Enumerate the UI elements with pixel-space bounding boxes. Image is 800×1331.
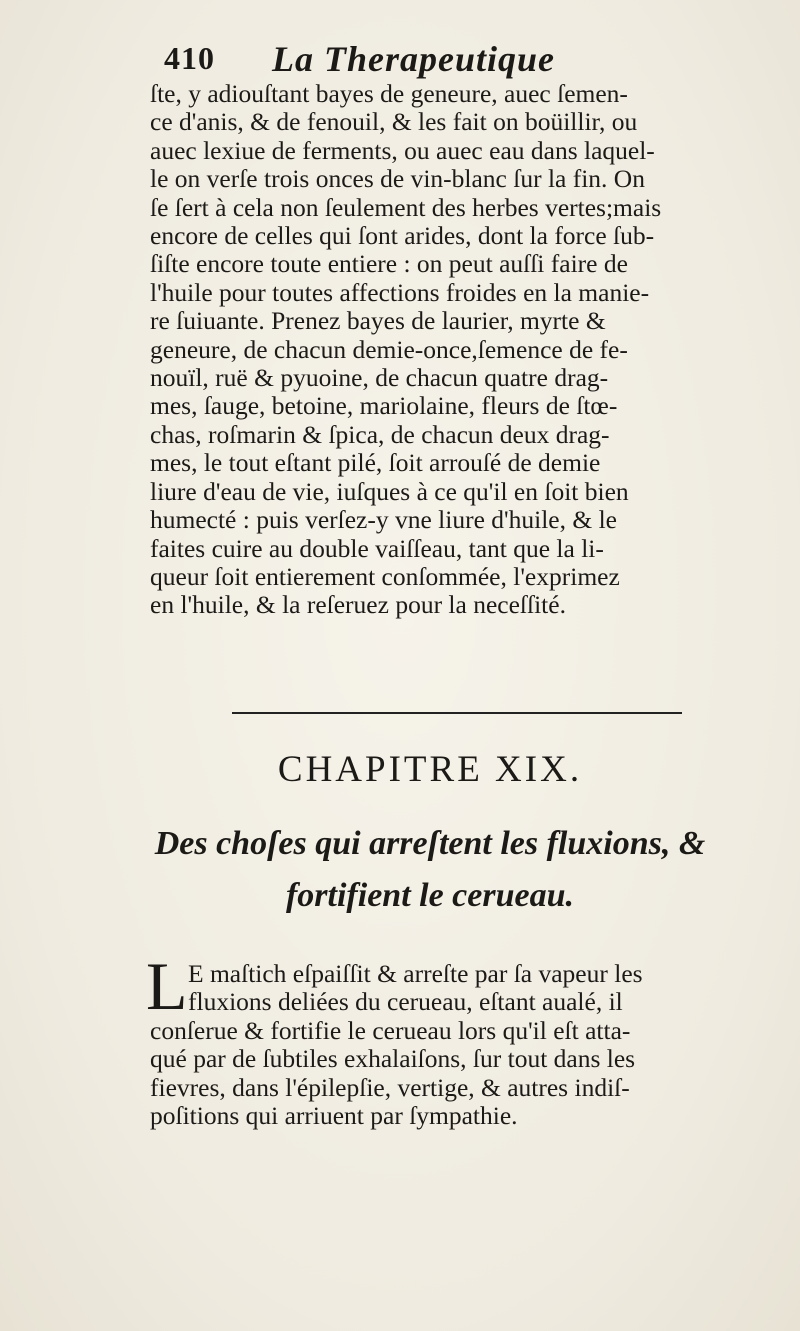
text-line: en l'huile, & la reſeruez pour la neceſſité. xyxy=(150,591,566,620)
section-divider xyxy=(232,712,682,714)
chapter-title xyxy=(150,818,710,922)
text-line: fievres, dans l'épilepſie, vertige, & autres indiſ- xyxy=(150,1073,630,1102)
drop-cap: L xyxy=(146,948,188,1024)
text-line: ce d'anis, & de fenouil, & les fait on boüillir, ou xyxy=(150,108,638,137)
text-line: l'huile pour toutes affections froides en la manie- xyxy=(150,278,650,307)
text-line: ſte, y adiouſtant bayes de geneure, auec ſemen- xyxy=(150,80,628,108)
page-header xyxy=(164,38,704,84)
chapter-heading: CHAPITRE XIX. xyxy=(277,749,583,790)
text-line: nouïl, ruë & pyuoine, de chacun quatre drag- xyxy=(150,364,609,393)
text-line: encore de celles qui ſont arides, dont la force ſub- xyxy=(150,222,655,251)
text-line: fluxions deliées du cerueau, eſtant aualé, il xyxy=(188,988,623,1017)
text-line: mes, le tout eſtant pilé, ſoit arrouſé de demie xyxy=(150,449,601,478)
text-line: le on verſe trois onces de vin-blanc ſur la fin. On xyxy=(150,165,645,194)
continued-paragraph xyxy=(150,80,710,620)
chapter-title-line: fortifient le cerueau. xyxy=(285,877,575,914)
text-line: geneure, de chacun demie-once,ſemence de fe- xyxy=(150,335,628,364)
text-line: auec lexiue de ferments, ou auec eau dans laquel- xyxy=(150,136,655,165)
text-line: liure d'eau de vie, iuſques à ce qu'il en ſoit bien xyxy=(150,477,629,506)
text-line: re ſuiuante. Prenez bayes de laurier, myrte & xyxy=(150,307,606,336)
text-line: chas, roſmarin & ſpica, de chacun deux drag- xyxy=(150,420,610,449)
chapter-body xyxy=(146,948,715,1131)
text-line: mes, ſauge, betoine, mariolaine, fleurs de ſtœ- xyxy=(150,392,618,421)
text-line: ſe ſert à cela non ſeulement des herbes vertes;mais xyxy=(150,193,662,222)
running-title: La Therapeutique xyxy=(272,39,555,79)
page-number: 410 xyxy=(164,40,215,76)
text-line: faites cuire au double vaiſſeau, tant que la li- xyxy=(150,534,604,563)
chapter-title-line: Des choſes qui arreſtent les fluxions, & xyxy=(154,825,706,862)
text-line: poſitions qui arriuent par ſympathie. xyxy=(150,1102,518,1131)
text-line: E maſtich eſpaiſſit & arreſte par ſa vapeur les xyxy=(188,960,643,988)
text-line: humecté : puis verſez-y vne liure d'huile, & le xyxy=(150,506,617,535)
text-line: qué par de ſubtiles exhalaiſons, ſur tout dans les xyxy=(150,1045,636,1074)
text-line: ſiſte encore toute entiere : on peut auſſi faire de xyxy=(150,250,628,279)
text-line: conſerue & fortifie le cerueau lors qu'il eſt atta- xyxy=(150,1016,631,1045)
text-line: queur ſoit entierement conſommée, l'exprimez xyxy=(150,562,620,591)
